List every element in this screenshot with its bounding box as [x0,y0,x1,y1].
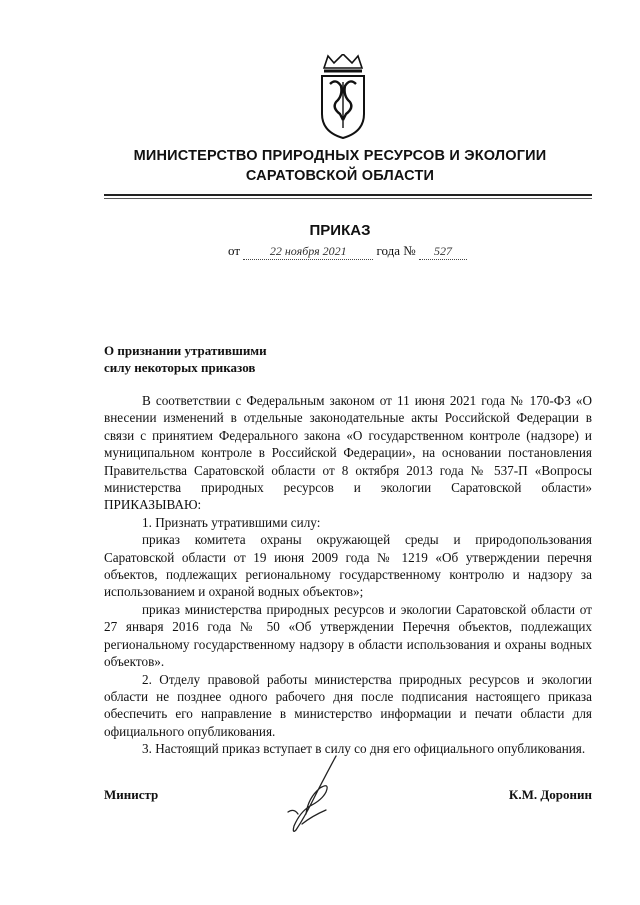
subject-line: силу некоторых приказов [104,360,256,375]
body-paragraph: приказ комитета охраны окружающей среды и природопользования Саратовской области от 19 июня 2009 года № 1219 «Об утверждении перечня объектов, подлежащих региональному государственному контролю и надзору за использованием и охраной водных объектов»; [104,532,592,600]
number-label: года № [376,243,416,258]
order-body [104,392,592,758]
body-paragraph: 1. Признать утратившими силу: [142,514,321,530]
document-title: ПРИКАЗ [309,222,371,239]
signature-icon [282,752,352,834]
header-divider [104,194,592,196]
order-subject [104,342,267,376]
order-date-value: 22 ноября 2021 [243,244,373,260]
body-paragraph: 2. Отделу правовой работы министерства природных ресурсов и экологии области не позднее одного рабочего дня после подписания настоящего приказа обеспечить его направление в министерство информации и печати области для официального опубликования. [104,671,592,739]
subject-line: О признании утратившими [104,343,267,358]
body-paragraph: 3. Настоящий приказ вступает в силу со дня его официального опубликования. [142,741,586,757]
ministry-name-line2: САРАТОВСКОЙ ОБЛАСТИ [245,168,435,184]
order-number-value: 527 [419,244,467,260]
signatory-name: К.М. Доронин [508,787,592,802]
signatory-position: Министр [104,787,159,802]
order-date-line [228,243,467,260]
date-prefix: от [228,243,241,258]
ministry-name-line1: МИНИСТЕРСТВО ПРИРОДНЫХ РЕСУРСОВ И ЭКОЛОГИИ [133,148,547,164]
coat-of-arms-icon [314,54,372,140]
header-divider-thin [104,198,592,199]
body-paragraph: приказ министерства природных ресурсов и экологии Саратовской области от 27 января 2016 года № 50 «Об утверждении Перечня объектов, подлежащих региональному государственному надзору в области использования и охраны водных объектов». [104,601,592,670]
body-paragraph: В соответствии с Федеральным законом от 11 июня 2021 года № 170-ФЗ «О внесении изменений в отдельные законодательные акты Российской Федерации в связи с принятием Федерального закона «О государственном контроле (надзоре) и муниципальном контроле в Российской Федерации», на основании постановления Правительства Саратовской области от 8 октября 2013 года № 537-П «Вопросы министерства природных ресурсов и экологии Саратовской области» ПРИКАЗЫВАЮ: [104,393,592,513]
